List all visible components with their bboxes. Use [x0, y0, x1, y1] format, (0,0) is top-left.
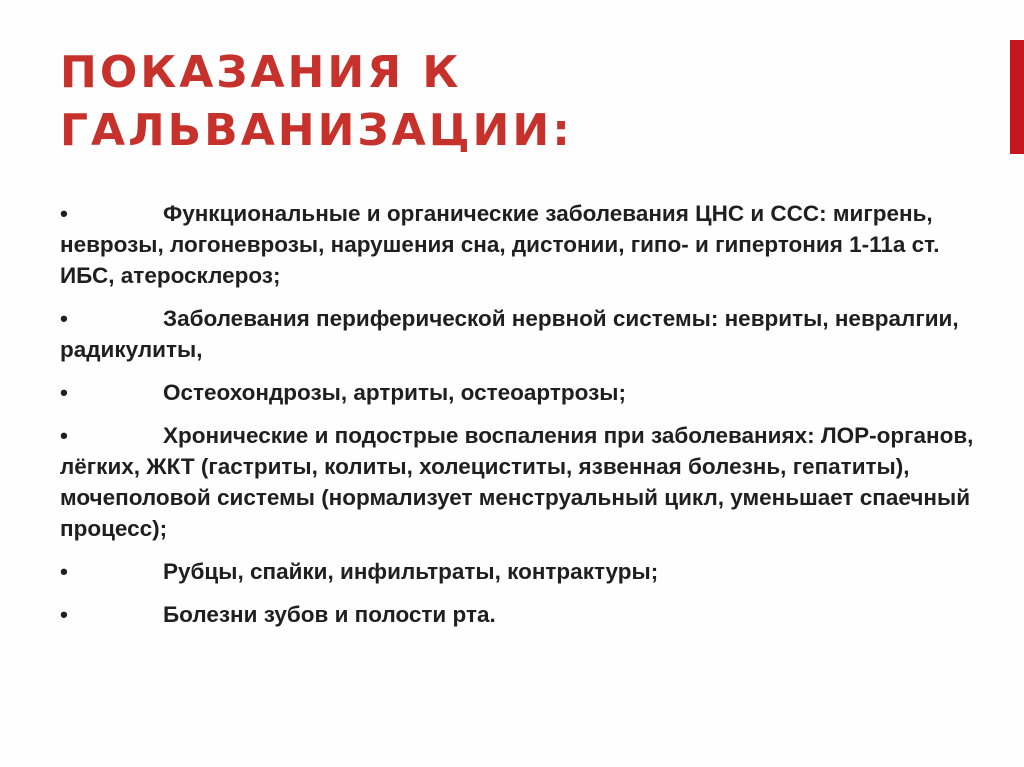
- list-item: [60, 556, 980, 587]
- indications-list: [60, 198, 980, 642]
- list-item: [60, 599, 980, 630]
- list-item: [60, 198, 980, 291]
- bullet-icon: •: [60, 201, 68, 226]
- list-item-text: Болезни зубов и полости рта.: [163, 602, 496, 627]
- list-item-text: Рубцы, спайки, инфильтраты, контрактуры;: [163, 559, 659, 584]
- bullet-icon: •: [60, 602, 68, 627]
- list-item-text: Хронические и подострые воспаления при заболеваниях: ЛОР-органов, лёгких, ЖКТ (гастриты, колиты, холециститы, язвенная болезнь, гепатиты), мочеполовой системы (нормализует менструальный цикл, уменьшает спаечный процесс);: [60, 423, 974, 541]
- bullet-icon: •: [60, 380, 68, 405]
- slide-title: [60, 44, 960, 160]
- bullet-icon: •: [60, 559, 68, 584]
- slide-title-line-1: ПОКАЗАНИЯ К: [60, 47, 462, 98]
- list-item: [60, 420, 980, 544]
- bullet-icon: •: [60, 306, 68, 331]
- slide-title-line-2: ГАЛЬВАНИЗАЦИИ:: [60, 105, 573, 156]
- list-item-text: Функциональные и органические заболевания ЦНС и ССС: мигрень, неврозы, логоневрозы, нарушения сна, дистонии, гипо- и гипертония 1-11а ст. ИБС, атеросклероз;: [60, 201, 940, 288]
- list-item-text: Остеохондрозы, артриты, остеоартрозы;: [163, 380, 626, 405]
- accent-bar: [1010, 40, 1024, 154]
- list-item-text: Заболевания периферической нервной системы: невриты, невралгии, радикулиты,: [60, 306, 959, 362]
- list-item: [60, 377, 980, 408]
- list-item: [60, 303, 980, 365]
- bullet-icon: •: [60, 423, 68, 448]
